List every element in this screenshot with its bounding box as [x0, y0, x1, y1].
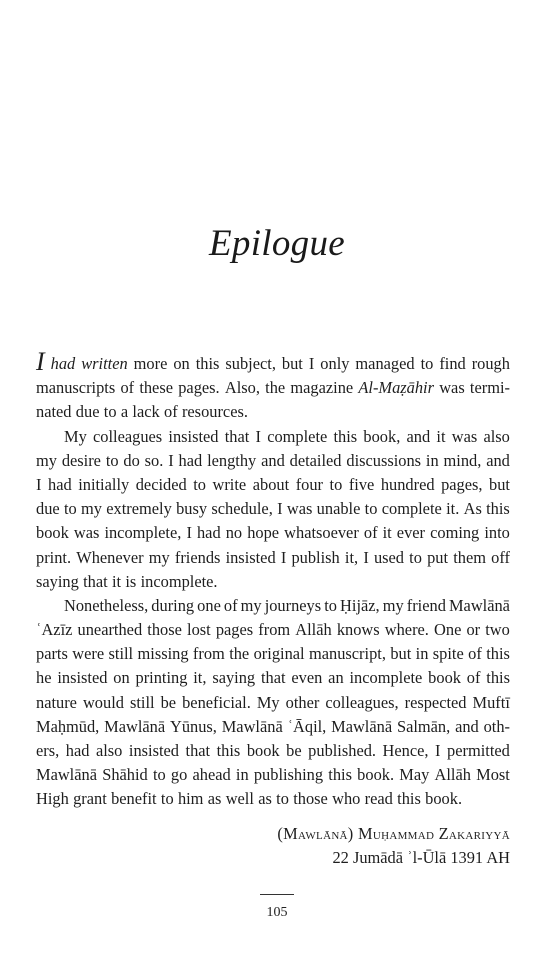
word: was — [451, 426, 478, 446]
word: to — [276, 789, 289, 809]
body-text — [36, 347, 510, 812]
word: due — [36, 499, 60, 519]
word: from — [258, 620, 291, 640]
word: coming — [430, 523, 480, 543]
word: discussions — [346, 450, 422, 470]
word: this — [328, 765, 352, 785]
word: complete — [381, 499, 442, 519]
word: schedule, — [211, 499, 273, 519]
word: into — [484, 523, 510, 543]
text-line — [36, 618, 510, 642]
word: unable — [316, 499, 361, 519]
word: of — [466, 668, 481, 688]
word: book, — [363, 426, 401, 446]
word: detailed — [289, 450, 342, 470]
text-line — [36, 449, 510, 473]
word: and — [261, 450, 285, 470]
word: lost — [187, 620, 211, 640]
text-line — [36, 376, 510, 400]
word: to — [409, 547, 422, 567]
word: insisted — [57, 668, 108, 688]
word: be — [160, 692, 177, 712]
word: print. — [36, 547, 72, 567]
word: incomplete, — [104, 523, 182, 543]
word: to — [193, 474, 206, 494]
word: busy — [176, 499, 208, 519]
word: hope — [247, 523, 280, 543]
word: two — [485, 620, 510, 640]
word: original — [253, 644, 305, 664]
word: my — [148, 547, 170, 567]
signature-block — [277, 822, 510, 870]
word: pages, — [441, 474, 483, 494]
word: Allāh — [295, 620, 332, 640]
word: book — [36, 523, 69, 543]
word: of — [164, 402, 178, 422]
word: on — [113, 668, 130, 688]
word: friend — [406, 595, 446, 615]
word: High — [36, 789, 69, 809]
word: insisted — [225, 547, 276, 567]
word: of — [120, 378, 135, 398]
word: well — [225, 789, 254, 809]
word: Mawlānā — [36, 765, 97, 785]
word: as — [258, 789, 272, 809]
word: incomplete — [349, 668, 423, 688]
word: go — [170, 765, 188, 785]
word: this — [397, 789, 421, 809]
word: were — [72, 644, 105, 664]
word: I — [186, 523, 192, 543]
word: One — [434, 620, 462, 640]
word: oth- — [483, 716, 510, 736]
word: this — [333, 426, 358, 446]
word: but — [390, 644, 412, 664]
word: Shāhid — [102, 765, 148, 785]
word: of — [223, 595, 238, 615]
word: resources. — [181, 402, 248, 422]
word: had — [48, 474, 72, 494]
word: whatsoever — [284, 523, 359, 543]
word: Hence, — [382, 741, 429, 760]
word: was — [286, 499, 313, 519]
word: I — [277, 499, 283, 519]
word: Ḥijāz, — [340, 595, 380, 615]
word: to — [63, 499, 77, 519]
word: missing — [137, 644, 189, 664]
word: pages. — [178, 378, 220, 398]
word: hundred — [380, 474, 435, 494]
word: Salmān, — [396, 716, 451, 736]
word: this — [486, 499, 510, 519]
word: complete — [267, 426, 328, 446]
word: Whenever — [76, 547, 144, 567]
word: it — [436, 426, 446, 446]
word: those — [147, 620, 182, 640]
word: or — [466, 620, 481, 640]
page-number: 105 — [266, 905, 288, 920]
word: he — [36, 668, 52, 688]
word: in — [425, 450, 439, 470]
word: this — [486, 644, 510, 664]
word: had — [65, 741, 90, 760]
word: magazine — [290, 378, 354, 398]
text-line — [36, 715, 510, 739]
word: off — [491, 547, 510, 567]
word: I — [435, 741, 441, 760]
word: due — [75, 402, 100, 422]
word: incomplete. — [140, 571, 218, 591]
chapter-title: Epilogue — [209, 223, 345, 264]
text-line — [36, 546, 510, 570]
text-line — [36, 521, 510, 545]
text-line — [36, 787, 510, 811]
word: it, — [344, 547, 359, 567]
word: no — [225, 523, 243, 543]
word: an — [328, 668, 344, 688]
word: I — [308, 354, 315, 373]
word: is — [125, 571, 137, 591]
word: my — [240, 595, 262, 615]
word: him — [177, 789, 204, 809]
word: extremely — [106, 499, 172, 519]
word: manuscripts — [36, 378, 116, 398]
word: I — [168, 450, 174, 470]
text-line — [36, 691, 510, 715]
word: My — [64, 426, 87, 446]
word: write — [212, 474, 247, 494]
word: read — [364, 789, 393, 809]
text-line — [36, 425, 510, 449]
drop-cap: I — [36, 347, 45, 376]
word: it — [382, 523, 392, 543]
word: pages — [215, 620, 254, 640]
word: publishing — [253, 765, 324, 785]
text-line — [36, 473, 510, 497]
word: ʿĀqil, — [287, 716, 327, 736]
word: these — [139, 378, 173, 398]
word: so. — [144, 450, 164, 470]
word: my — [382, 595, 404, 615]
word: during — [151, 595, 195, 615]
word: Maḥmūd, — [36, 716, 100, 736]
word: but — [281, 354, 303, 373]
word: this — [216, 741, 241, 760]
word: one — [197, 595, 221, 615]
word: who — [332, 789, 361, 809]
text-line — [36, 570, 510, 594]
word: the — [265, 378, 286, 398]
word: published. — [308, 741, 377, 760]
word: rough — [471, 354, 510, 373]
word: Mawlānā — [221, 716, 283, 736]
word: of — [363, 523, 378, 543]
word: Mawlānā — [104, 716, 166, 736]
word: it — [111, 571, 122, 591]
word: initially — [78, 474, 130, 494]
word: do — [123, 450, 140, 470]
author-name: (Mawlānā) Muḥammad Zakariyyā — [277, 824, 510, 843]
word: in — [415, 644, 429, 664]
word: still — [129, 692, 155, 712]
word: this — [195, 354, 220, 373]
word: nated — [36, 402, 72, 422]
word: my — [81, 499, 102, 519]
word: mind, — [443, 450, 482, 470]
text-line — [36, 666, 510, 690]
word: book. — [357, 765, 395, 785]
word: about — [252, 474, 290, 494]
word: had — [178, 450, 203, 470]
word: those — [293, 789, 328, 809]
word: had — [196, 523, 221, 543]
word: colleagues, — [325, 692, 399, 712]
word: would — [82, 692, 124, 712]
word: used — [373, 547, 404, 567]
word: ever — [396, 523, 426, 543]
word: it. — [446, 499, 460, 519]
word: the — [229, 644, 250, 664]
word: to — [324, 595, 337, 615]
word: Also, — [224, 378, 260, 398]
word: Nonetheless, — [64, 595, 149, 615]
word: managed — [355, 354, 415, 373]
text-line — [36, 763, 510, 787]
word: spite — [432, 644, 464, 664]
word: benefit — [111, 789, 157, 809]
word: I — [363, 547, 369, 567]
word: I — [255, 426, 261, 446]
word: ers, — [36, 741, 60, 760]
word: As — [463, 499, 482, 519]
word: decided — [135, 474, 187, 494]
word: lack — [132, 402, 160, 422]
word: printing — [135, 668, 188, 688]
italic-word: had — [50, 354, 76, 373]
text-line — [36, 497, 510, 521]
word: book — [246, 741, 280, 760]
word: saying — [212, 668, 256, 688]
word: parts — [36, 644, 68, 664]
text-line — [36, 739, 510, 763]
word: insisted — [168, 426, 219, 446]
word: find — [439, 354, 466, 373]
word: of — [468, 644, 482, 664]
text-line — [36, 594, 510, 618]
word: manuscript, — [308, 644, 386, 664]
word: four — [295, 474, 323, 494]
word: Muftī — [472, 692, 510, 712]
word: on — [173, 354, 190, 373]
word: where. — [384, 620, 429, 640]
word: this — [486, 668, 510, 688]
word: other — [285, 692, 320, 712]
word: but — [489, 474, 510, 494]
word: to — [105, 450, 119, 470]
word: and — [455, 716, 479, 736]
word: that — [224, 426, 250, 446]
text-line — [36, 400, 510, 424]
word: my — [36, 450, 57, 470]
word: respected — [404, 692, 467, 712]
word: also — [483, 426, 510, 446]
word: subject, — [225, 354, 276, 373]
word: also — [95, 741, 123, 760]
word: even — [291, 668, 323, 688]
word: Most — [476, 765, 510, 785]
word: grant — [73, 789, 107, 809]
word: that — [260, 668, 286, 688]
word: ahead — [192, 765, 231, 785]
word: Yūnus, — [169, 716, 217, 736]
word: colleagues — [93, 426, 163, 446]
word: be — [286, 741, 302, 760]
word: Al-Maẓāhir — [358, 378, 434, 398]
signature-date: 22 Jumādā ʾl-Ūlā 1391 AH — [332, 848, 510, 867]
word: Mawlānā — [331, 716, 393, 736]
word: saying — [36, 571, 79, 591]
word: that — [185, 741, 211, 760]
word: still — [108, 644, 134, 664]
word: to — [103, 402, 117, 422]
word: desire — [61, 450, 101, 470]
word: Allāh — [434, 765, 471, 785]
word: book. — [425, 789, 463, 809]
word: and — [406, 426, 431, 446]
word: that — [83, 571, 108, 591]
word: to — [329, 474, 343, 494]
word: to — [160, 789, 174, 809]
word: from — [192, 644, 225, 664]
word: as — [207, 789, 222, 809]
footer-rule — [260, 894, 294, 895]
word: a — [120, 402, 129, 422]
word: publish — [291, 547, 340, 567]
word: lengthy — [207, 450, 257, 470]
word: to — [152, 765, 166, 785]
word: Mawlānā — [448, 595, 510, 615]
word: termi- — [469, 378, 510, 398]
word: five — [348, 474, 375, 494]
word: friends — [174, 547, 221, 567]
word: book — [428, 668, 461, 688]
word: to — [364, 499, 378, 519]
word: knows — [336, 620, 380, 640]
text-line — [36, 642, 510, 666]
word: permitted — [447, 741, 510, 760]
word: unearthed — [77, 620, 143, 640]
word: insisted — [128, 741, 179, 760]
word: them — [453, 547, 486, 567]
word: it, — [193, 668, 207, 688]
word: I — [36, 474, 42, 494]
word: My — [256, 692, 280, 712]
word: more — [133, 354, 168, 373]
word: nature — [36, 692, 77, 712]
word: to — [420, 354, 434, 373]
word: in — [235, 765, 249, 785]
word: ʿAzīz — [36, 620, 73, 640]
italic-word: written — [81, 354, 128, 373]
word: put — [427, 547, 449, 567]
word: beneficial. — [182, 692, 251, 712]
word: was — [73, 523, 100, 543]
word: I — [280, 547, 287, 567]
text-line — [36, 347, 510, 376]
word: and — [486, 450, 510, 470]
word: only — [320, 354, 350, 373]
word: journeys — [264, 595, 322, 615]
word: May — [399, 765, 430, 785]
word: was — [439, 378, 465, 398]
